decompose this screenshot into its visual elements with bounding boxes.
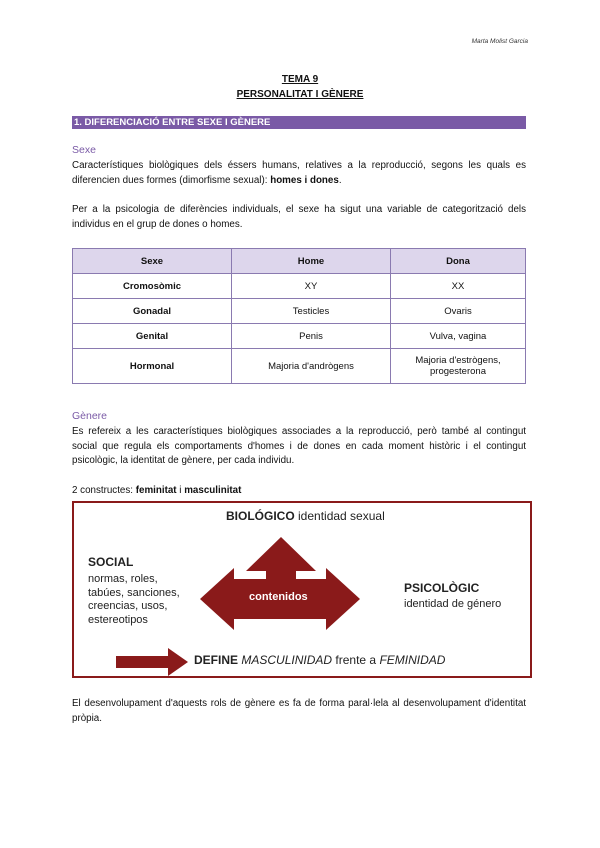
biologico-label	[226, 509, 385, 523]
table-row	[73, 349, 526, 384]
document-title	[0, 72, 600, 102]
contenidos-label: contenidos	[249, 591, 308, 603]
biologico-title: BIOLÓGICO	[226, 509, 295, 523]
gender-diagram	[72, 501, 532, 678]
constructs-and: i	[179, 485, 182, 496]
constructs-prefix: 2 constructes:	[72, 485, 133, 496]
table-cell: Penis	[232, 324, 391, 349]
section-heading: 1. DIFERENCIACIÓ ENTRE SEXE I GÈNERE	[72, 116, 526, 129]
table-cell: Majoria d'estrògens, progesterona	[391, 349, 526, 384]
table-header: Home	[232, 249, 391, 274]
masculinidad-label: MASCULINIDAD	[241, 653, 333, 667]
table-row	[73, 324, 526, 349]
paragraph-sexe-psychology: Per a la psicologia de diferències individuals, el sexe ha sigut una variable de categorització dels individus en el grup de dones o homes.	[72, 204, 526, 230]
psicologic-subtitle: identidad de género	[404, 598, 502, 610]
frente-label: frente a	[335, 653, 377, 667]
psicologic-title: PSICOLÒGIC	[404, 581, 480, 595]
define-label: DEFINE	[194, 653, 239, 667]
table-cell: Hormonal	[73, 349, 232, 384]
social-title: SOCIAL	[88, 555, 134, 569]
author-name: Marta Molist Garcia	[471, 38, 528, 45]
paragraph-closing: El desenvolupament d'aquests rols de gènere es fa de forma paral·lela al desenvolupament d'identitat pròpia.	[72, 698, 526, 724]
define-statement	[194, 653, 445, 667]
cross-arrows-shape	[200, 537, 360, 630]
biologico-subtitle: identidad sexual	[298, 509, 385, 523]
subheading-sexe: Sexe	[72, 144, 96, 156]
table-cell: Cromosòmic	[73, 274, 232, 299]
paragraph-sexe-definition	[72, 159, 526, 188]
table-cell: Vulva, vagina	[391, 324, 526, 349]
feminidad-label: FEMINIDAD	[379, 653, 446, 667]
sexe-def-bold: homes i dones	[270, 174, 339, 186]
table-cell: Gonadal	[73, 299, 232, 324]
define-arrow-shape	[116, 648, 188, 676]
social-list	[88, 573, 180, 627]
table-row	[73, 299, 526, 324]
sexe-def-end: .	[338, 174, 342, 186]
paragraph-constructs	[72, 484, 526, 499]
subheading-genere: Gènere	[72, 410, 108, 422]
paragraph-genere-definition: Es refereix a les característiques biològiques associades a la reproducció, però també al contingut social que regula els comportaments d'homes i de dones en cada moment històric i el contingut psicològic, la identitat de gènere, per cada individu.	[72, 426, 526, 466]
social-item: normas, roles,	[88, 573, 158, 585]
table-cell: XY	[232, 274, 391, 299]
table-header: Sexe	[73, 249, 232, 274]
table-cell: Testicles	[232, 299, 391, 324]
sexe-def-text: Característiques biològiques dels éssers humans, relatives a la reproducció, segons les quals es diferencien dues formes (dimorfisme sexual):	[72, 160, 526, 186]
table-header: Dona	[391, 249, 526, 274]
table-cell: Ovaris	[391, 299, 526, 324]
table-header-row	[73, 249, 526, 274]
topic-title: PERSONALITAT I GÈNERE	[236, 89, 364, 100]
table-cell: Genital	[73, 324, 232, 349]
constructs-feminitat: feminitat	[135, 485, 177, 496]
table-row	[73, 274, 526, 299]
table-cell: Majoria d'andrògens	[232, 349, 391, 384]
constructs-masculinitat: masculinitat	[184, 485, 242, 496]
social-item: tabúes, sanciones,	[88, 586, 180, 599]
sex-table	[72, 248, 526, 384]
social-item: estereotipos	[88, 613, 148, 626]
table-cell: XX	[391, 274, 526, 299]
topic-number: TEMA 9	[281, 74, 319, 85]
social-item: creencias, usos,	[88, 600, 168, 612]
